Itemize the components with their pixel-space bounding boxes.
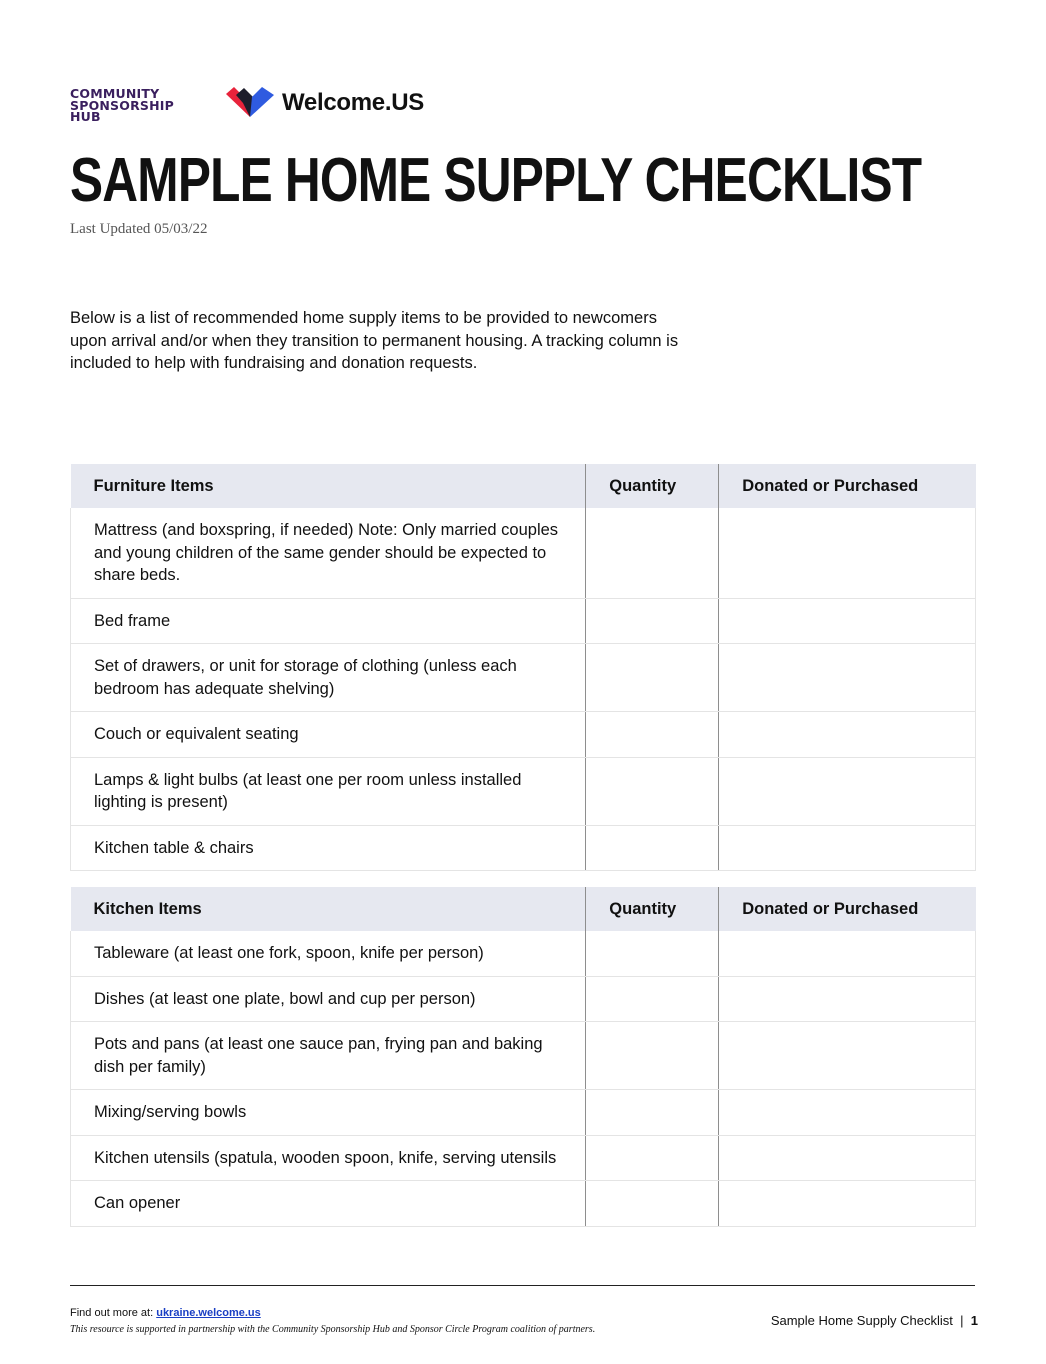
table-row	[71, 1022, 976, 1090]
quantity-cell[interactable]	[586, 825, 719, 871]
item-cell: Bed frame	[71, 598, 586, 644]
welcome-us-wordmark: Welcome.US	[282, 89, 424, 116]
intro-paragraph: Below is a list of recommended home supply items to be provided to newcomers upon arrival and/or when they transition to permanent housing. A tracking column is included to help with fundraising and donation requests.	[70, 309, 679, 372]
table-header-row	[71, 464, 976, 508]
quantity-cell[interactable]	[586, 1090, 719, 1136]
item-cell: Lamps & light bulbs (at least one per room unless installed lighting is present)	[71, 757, 586, 825]
donated-cell[interactable]	[719, 931, 976, 976]
item-cell: Couch or equivalent seating	[71, 712, 586, 758]
item-cell: Mattress (and boxspring, if needed) Note: Only married couples and young children of the same gender should be expected to share beds.	[71, 508, 586, 598]
quantity-cell[interactable]	[586, 976, 719, 1022]
donated-cell[interactable]	[719, 1181, 976, 1227]
donated-cell[interactable]	[719, 644, 976, 712]
donated-cell[interactable]	[719, 1135, 976, 1181]
quantity-cell[interactable]	[586, 508, 719, 598]
footer-divider	[70, 1285, 975, 1286]
table-row	[71, 976, 976, 1022]
donated-cell[interactable]	[719, 1090, 976, 1136]
quantity-cell[interactable]	[586, 644, 719, 712]
item-cell: Dishes (at least one plate, bowl and cup per person)	[71, 976, 586, 1022]
logo-line-1: COMMUNITY	[70, 86, 160, 101]
page-title: SAMPLE HOME SUPPLY CHECKLIST	[70, 146, 922, 215]
quantity-cell[interactable]	[586, 598, 719, 644]
welcome-us-logo	[226, 87, 424, 119]
column-header-donated: Donated or Purchased	[719, 887, 976, 931]
welcome-heart-icon	[226, 87, 274, 119]
item-cell: Set of drawers, or unit for storage of clothing (unless each bedroom has adequate shelving)	[71, 644, 586, 712]
column-header-quantity: Quantity	[586, 464, 719, 508]
table-row	[71, 598, 976, 644]
logo-line-2: SPONSORSHIP	[70, 97, 174, 113]
support-statement: This resource is supported in partnership with the Community Sponsorship Hub and Sponsor Circle Program coalition of partners.	[70, 1324, 596, 1335]
table-row	[71, 825, 976, 871]
table-header-row	[71, 887, 976, 931]
community-sponsorship-hub-logo	[70, 88, 174, 123]
table-row	[71, 1181, 976, 1227]
page-separator: |	[960, 1313, 964, 1328]
donated-cell[interactable]	[719, 825, 976, 871]
column-header-item: Kitchen Items	[71, 887, 586, 931]
column-header-item: Furniture Items	[71, 464, 586, 508]
last-updated: Last Updated 05/03/22	[70, 221, 208, 237]
item-cell: Kitchen table & chairs	[71, 825, 586, 871]
quantity-cell[interactable]	[586, 1022, 719, 1090]
find-out-more-label: Find out more at:	[70, 1307, 154, 1319]
table-row	[71, 1135, 976, 1181]
kitchen-table	[70, 887, 976, 1227]
donated-cell[interactable]	[719, 976, 976, 1022]
quantity-cell[interactable]	[586, 757, 719, 825]
item-cell: Tableware (at least one fork, spoon, knife per person)	[71, 931, 586, 976]
table-row	[71, 931, 976, 976]
quantity-cell[interactable]	[586, 1181, 719, 1227]
item-cell: Mixing/serving bowls	[71, 1090, 586, 1136]
quantity-cell[interactable]	[586, 1135, 719, 1181]
item-cell: Pots and pans (at least one sauce pan, frying pan and baking dish per family)	[71, 1022, 586, 1090]
donated-cell[interactable]	[719, 598, 976, 644]
furniture-table	[70, 464, 976, 871]
column-header-donated: Donated or Purchased	[719, 464, 976, 508]
donated-cell[interactable]	[719, 712, 976, 758]
table-row	[71, 508, 976, 598]
table-row	[71, 712, 976, 758]
donated-cell[interactable]	[719, 1022, 976, 1090]
page-title-footer: Sample Home Supply Checklist	[770, 1313, 953, 1328]
footer-link[interactable]: ukraine.welcome.us	[156, 1307, 261, 1319]
logo-line-3: HUB	[70, 109, 101, 124]
item-cell: Can opener	[71, 1181, 586, 1227]
quantity-cell[interactable]	[586, 712, 719, 758]
table-row	[71, 757, 976, 825]
quantity-cell[interactable]	[586, 931, 719, 976]
column-header-quantity: Quantity	[586, 887, 719, 931]
page-number: 1	[970, 1313, 978, 1328]
table-row	[71, 644, 976, 712]
table-row	[71, 1090, 976, 1136]
item-cell: Kitchen utensils (spatula, wooden spoon, knife, serving utensils	[71, 1135, 586, 1181]
donated-cell[interactable]	[719, 757, 976, 825]
donated-cell[interactable]	[719, 508, 976, 598]
page-label	[771, 1313, 978, 1328]
find-out-more	[70, 1307, 261, 1319]
